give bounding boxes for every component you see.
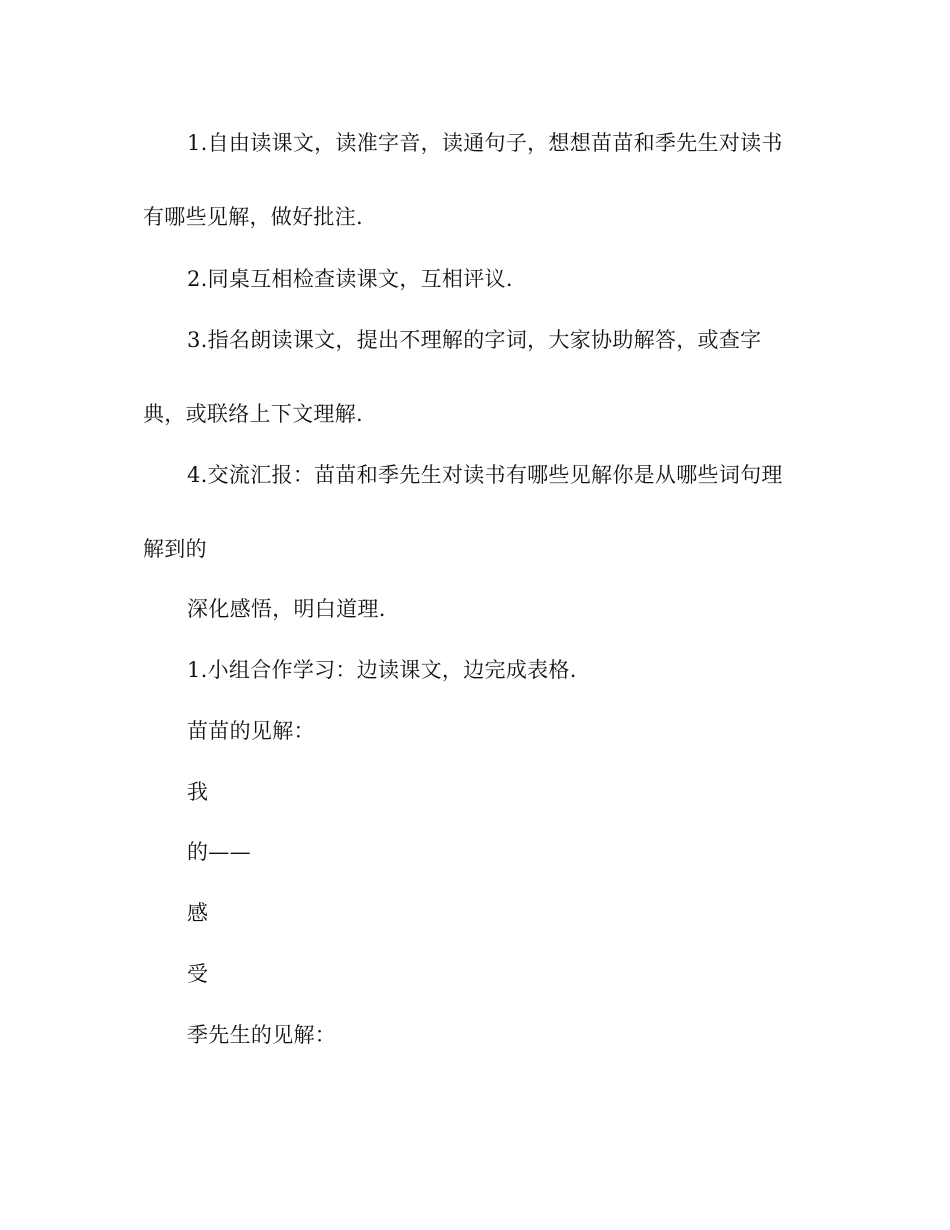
step-1-line-1: 1.自由读课文，读准字音，读通句子，想想苗苗和季先生对读书 (187, 131, 783, 155)
step-3-line-1: 3.指名朗读课文，提出不理解的字词，大家协助解答，或查字 (187, 328, 762, 352)
group-task-line: 1.小组合作学习：边读课文，边完成表格. (187, 658, 577, 682)
step-4-line-2: 解到的 (143, 537, 207, 561)
step-3-line-2: 典，或联络上下文理解. (143, 402, 363, 426)
vertical-char-shou: 受 (187, 962, 209, 986)
ji-view-label: 季先生的见解： (187, 1023, 337, 1047)
step-2-line: 2.同桌互相检查读课文，互相评议. (187, 267, 513, 291)
vertical-char-wo: 我 (187, 780, 209, 804)
step-4-line-1: 4.交流汇报：苗苗和季先生对读书有哪些见解你是从哪些词句理 (187, 463, 783, 487)
step-1-line-2: 有哪些见解，做好批注. (143, 205, 363, 229)
miaomiao-view-label: 苗苗的见解： (187, 719, 315, 743)
vertical-char-gan: 感 (187, 901, 209, 925)
section-heading: 深化感悟，明白道理. (187, 597, 386, 621)
vertical-char-de: 的—— (187, 840, 251, 864)
